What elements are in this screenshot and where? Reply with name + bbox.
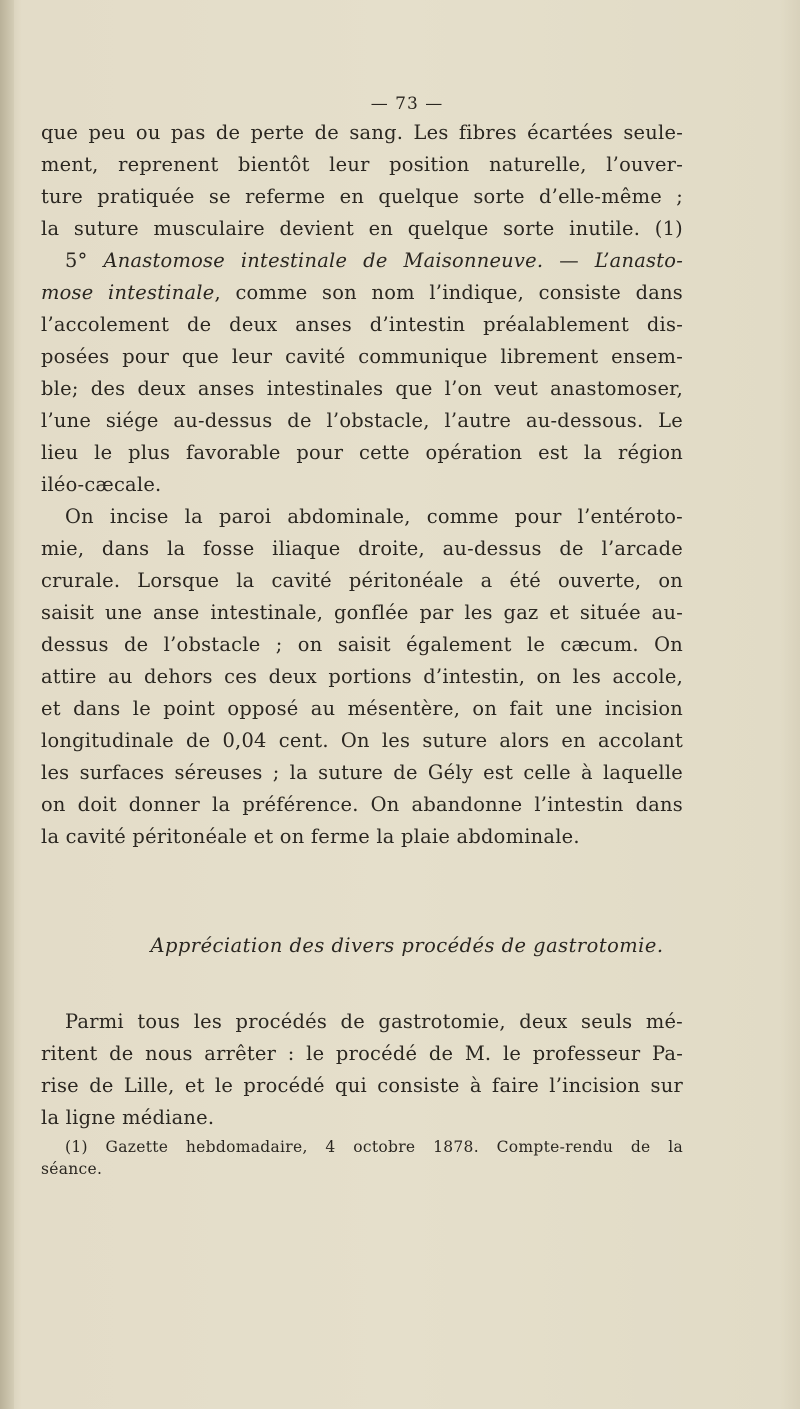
- text-line: l’accolement de deux anses d’intestin préalablement dis-: [41, 313, 683, 336]
- text-line: ritent de nous arrêter : le procédé de M. le professeur Pa-: [41, 1042, 683, 1065]
- text-line: la cavité péritonéale et on ferme la plaie abdominale.: [41, 825, 580, 848]
- text-line: ment, reprenent bientôt leur position naturelle, l’ouver-: [41, 153, 683, 176]
- text-line: saisit une anse intestinale, gonflée par les gaz et située au-: [41, 601, 683, 624]
- procedure-title: Anastomose intestinale de Maisonneuve.: [103, 249, 544, 272]
- footnote-line: (1) Gazette hebdomadaire, 4 octobre 1878. Compte-rendu de la: [65, 1138, 683, 1156]
- text-line: dessus de l’obstacle ; on saisit également le cæcum. On: [41, 633, 683, 656]
- text-line: ble; des deux anses intestinales que l’on veut anastomoser,: [41, 377, 683, 400]
- text-line: ture pratiquée se referme en quelque sorte d’elle-même ;: [41, 185, 683, 208]
- section-heading: Appréciation des divers procédés de gastrotomie.: [150, 934, 664, 957]
- text-line: la ligne médiane.: [41, 1106, 215, 1129]
- em-dash: —: [543, 249, 595, 272]
- main-text-block: [41, 117, 683, 853]
- text-run: , comme son nom l’indique, consiste dans: [214, 281, 684, 304]
- text-line: les surfaces séreuses ; la suture de Gély est celle à laquelle: [41, 761, 683, 784]
- footnote: [41, 1136, 683, 1180]
- italic-lead: L’anasto-: [594, 249, 683, 272]
- item-number: 5°: [65, 249, 104, 272]
- footnote-line: séance.: [41, 1160, 103, 1178]
- text-line: lieu le plus favorable pour cette opération est la région: [41, 441, 683, 464]
- page-number: — 73 —: [370, 94, 444, 114]
- text-line: Parmi tous les procédés de gastrotomie, deux seuls mé-: [65, 1010, 683, 1033]
- text-line: l’une siége au-dessus de l’obstacle, l’autre au-dessous. Le: [41, 409, 683, 432]
- page-gutter-shadow: [0, 0, 14, 1409]
- text-line: longitudinale de 0,04 cent. On les suture alors en accolant: [41, 729, 683, 752]
- text-line: On incise la paroi abdominale, comme pour l’entéroto-: [65, 505, 683, 528]
- text-line: rise de Lille, et le procédé qui consiste à faire l’incision sur: [41, 1074, 683, 1097]
- text-line: la suture musculaire devient en quelque sorte inutile. (1): [41, 217, 683, 240]
- text-line: mie, dans la fosse iliaque droite, au-dessus de l’arcade: [41, 537, 683, 560]
- text-line: iléo-cæcale.: [41, 473, 162, 496]
- main-text-block-2: [41, 1006, 683, 1134]
- text-line: [41, 277, 683, 309]
- text-line: que peu ou pas de perte de sang. Les fibres écartées seule-: [41, 121, 683, 144]
- text-line: on doit donner la préférence. On abandonne l’intestin dans: [41, 793, 683, 816]
- text-line: posées pour que leur cavité communique librement ensem-: [41, 345, 683, 368]
- italic-text: mose intestinale: [41, 281, 215, 304]
- text-line: crurale. Lorsque la cavité péritonéale a été ouverte, on: [41, 569, 683, 592]
- text-line: attire au dehors ces deux portions d’intestin, on les accole,: [41, 665, 683, 688]
- paragraph-heading-line: [41, 245, 683, 277]
- text-line: et dans le point opposé au mésentère, on fait une incision: [41, 697, 683, 720]
